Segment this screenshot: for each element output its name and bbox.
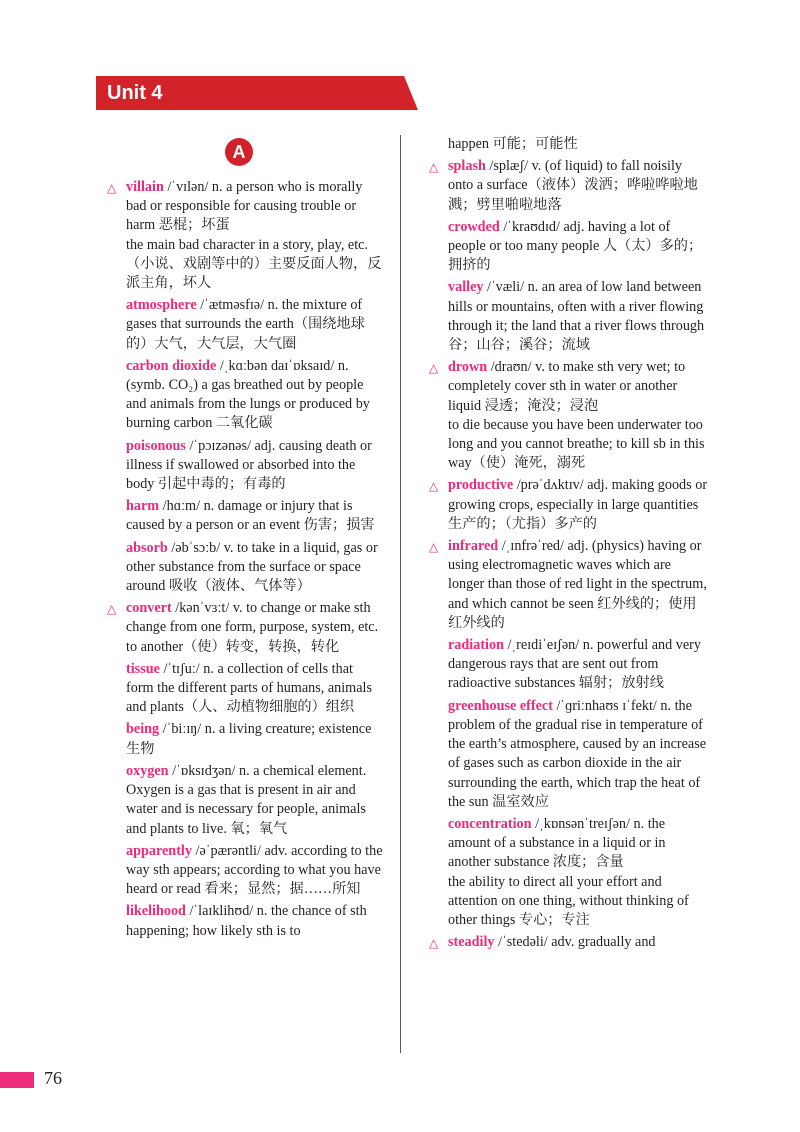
headword: concentration (448, 815, 532, 832)
definition-text: /ˈkraʊdɪd/ adj. having a lot of people or too many people 人（太）多的；拥挤的 (448, 218, 703, 274)
definition-text: /ˈvɪlən/ n. a person who is morally bad or responsible for causing trouble or harm 恶棍；坏蛋 (126, 179, 363, 234)
glossary-entry (126, 842, 384, 900)
column-divider (400, 135, 401, 1053)
glossary-entry (429, 476, 710, 534)
glossary-entry (126, 902, 384, 940)
glossary-entry (107, 599, 384, 657)
glossary-entry (107, 178, 384, 293)
definition-text: /draʊn/ v. to make sth very wet; to completely cover sth in water or another liquid 浸透；淹没；浸泡 (448, 359, 686, 414)
definition-text: /ˈætməsfɪə/ n. the mixture of gases that surrounds the earth（围绕地球的）大气，大气层，大气圈 (126, 297, 365, 352)
glossary-entry (126, 720, 384, 758)
right-column (429, 135, 710, 955)
triangle-marker-icon: △ (429, 540, 439, 555)
glossary-entry (126, 357, 384, 434)
headword: likelihood (126, 903, 186, 920)
definition-text: /ˌkɑːbən daɪˈɒksaɪd/ n. (symb. CO₂) a gas breathed out by people and animals from the lungs or produced by burning carbon 二氧化碳 (126, 357, 370, 432)
headword: convert (126, 600, 172, 617)
glossary-entry (126, 660, 384, 718)
definition-text: /ˌɪnfrəˈred/ adj. (physics) having or using electromagnetic waves which are longer than those of red light in the spectrum, and which cannot be seen 红外线的；使用红外线的 (448, 538, 707, 631)
definition-text: /prəˈdʌktɪv/ adj. making goods or growing crops, especially in large quantities 生产的；（尤指）多产的 (448, 477, 708, 532)
headword: being (126, 721, 160, 738)
glossary-entry (126, 296, 384, 354)
glossary-entry (429, 157, 710, 215)
headword: absorb (126, 539, 168, 556)
definition-text: /ˌreɪdiˈeɪʃən/ n. powerful and very dangerous rays that are sent out from radioactive substances 辐射；放射线 (448, 637, 701, 692)
glossary-entry (429, 358, 710, 473)
definition-text: happen 可能；可能性 (448, 136, 578, 152)
glossary-entry (126, 539, 384, 597)
glossary-entry (448, 815, 710, 930)
headword: crowded (448, 218, 500, 235)
headword: atmosphere (126, 297, 197, 314)
headword: steadily (448, 934, 495, 951)
headword: greenhouse effect (448, 697, 553, 714)
definition-text: /ˈɡriːnhaʊs ɪˈfekt/ n. the problem of the gradual rise in temperature of the earth’s atmosphere, caused by an increase of gases such as carbon dioxide in the air surrounding the earth, which trap the heat of the sun 温室效应 (448, 697, 707, 810)
triangle-marker-icon: △ (429, 361, 439, 376)
definition-text: /ˈlaɪklihʊd/ n. the chance of sth happening; how likely sth is to (126, 903, 367, 939)
headword: drown (448, 359, 488, 376)
glossary-entry (429, 933, 710, 952)
headword: oxygen (126, 762, 169, 779)
headword: infrared (448, 538, 499, 555)
headword: carbon dioxide (126, 357, 217, 374)
definition-text: /ˈpɔɪzənəs/ adj. causing death or illness if swallowed or absorbed into the body 引起中毒的；有毒的 (126, 437, 372, 493)
definition-text: /ˈɒksɪdʒən/ n. a chemical element. Oxygen is a gas that is present in air and water and is necessary for people, animals and plants to live. 氧；氧气 (126, 762, 367, 837)
definition-text: /ˈtɪʃuː/ n. a collection of cells that form the different parts of humans, animals and plants（人、动植物细胞的）组织 (126, 660, 372, 716)
triangle-marker-icon: △ (429, 160, 439, 175)
glossary-entry (126, 497, 384, 535)
headword: valley (448, 279, 484, 296)
triangle-marker-icon: △ (107, 181, 117, 195)
glossary-entry (448, 697, 710, 812)
glossary-entry (448, 135, 710, 154)
unit-title: Unit 4 (107, 82, 163, 104)
footer-accent-bar (0, 1072, 34, 1088)
page-number: 76 (44, 1068, 62, 1088)
triangle-marker-icon: △ (429, 936, 439, 951)
triangle-marker-icon: △ (107, 602, 117, 617)
additional-sense: the main bad character in a story, play, etc.（小说、戏剧等中的）主要反面人物，反派主角，坏人 (126, 236, 382, 292)
triangle-marker-icon: △ (429, 479, 439, 494)
headword: radiation (448, 637, 504, 654)
definition-text: /əbˈsɔːb/ v. to take in a liquid, gas or other substance from the surface or space around 吸收（液体、气体等） (126, 539, 378, 595)
definition-text: /ˈvæli/ n. an area of low land between hills or mountains, often with a river flowing through it; the land that a river flows through 谷；山谷；溪谷；流域 (448, 279, 705, 354)
glossary-entry (126, 437, 384, 495)
definition-text: /ˈstedəli/ adv. gradually and (494, 934, 656, 951)
left-column (107, 178, 384, 944)
glossary-entry (126, 762, 384, 839)
definition-text: /əˈpærəntli/ adv. according to the way sth appears; according to what you have heard or read 看来；显然；据……所知 (126, 842, 383, 898)
definition-text: /hɑːm/ n. damage or injury that is caused by a person or an event 伤害；损害 (126, 498, 375, 534)
definition-text: /ˌkɒnsənˈtreɪʃən/ n. the amount of a substance in a liquid or in another substance 浓度；含量 (448, 815, 666, 871)
definition-text: /kənˈvɜːt/ v. to change or make sth change from one form, purpose, system, etc. to another（使）转变，转换，转化 (126, 600, 379, 655)
section-letter-badge: A (225, 138, 253, 166)
definition-text: /ˈbiːɪŋ/ n. a living creature; existence 生物 (126, 721, 372, 757)
headword: apparently (126, 842, 192, 859)
additional-sense: to die because you have been underwater too long and you cannot breathe; to kill sb in this way（使）淹死，溺死 (448, 416, 705, 472)
headword: productive (448, 477, 514, 494)
definition-text: /splæʃ/ v. (of liquid) to fall noisily onto a surface（液体）泼洒；哗啦哗啦地溅；劈里啪啦地落 (448, 158, 698, 213)
headword: villain (126, 179, 164, 195)
headword: tissue (126, 660, 160, 677)
glossary-entry (448, 218, 710, 276)
headword: poisonous (126, 437, 186, 454)
glossary-entry (429, 537, 710, 633)
headword: splash (448, 158, 486, 175)
glossary-entry (448, 278, 710, 355)
headword: harm (126, 498, 160, 515)
additional-sense: the ability to direct all your effort and attention on one thing, without thinking of other things 专心；专注 (448, 873, 689, 928)
glossary-entry (448, 636, 710, 694)
